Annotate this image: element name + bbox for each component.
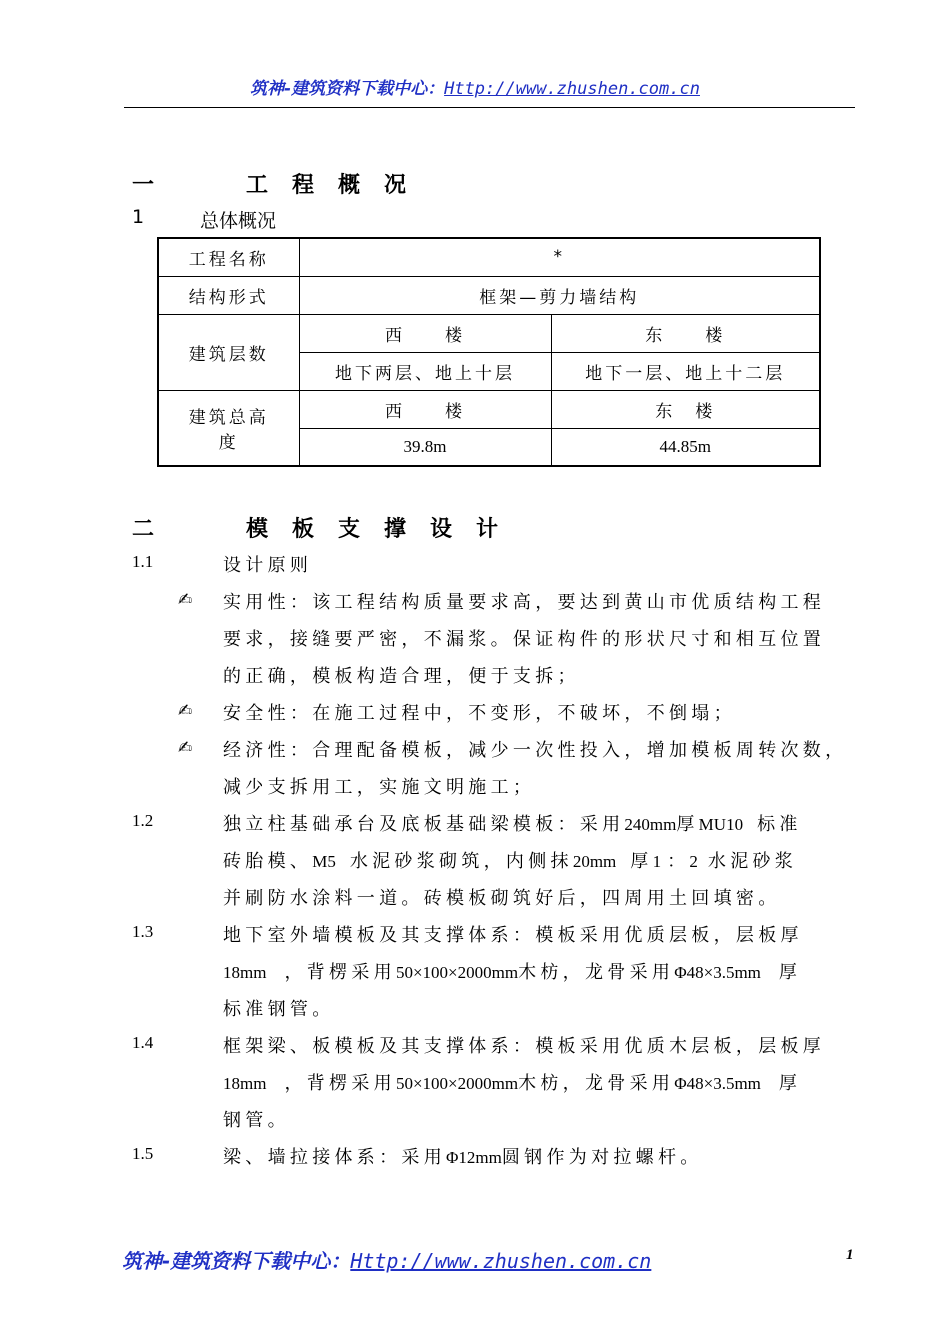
bullet-line: 安全性：在施工过程中，不变形，不破坏，不倒塌； [223, 703, 736, 724]
item-line: 18mm ，背楞采用50×100×2000mm木枋，龙骨采用Φ48×3.5mm 厚 [223, 1073, 802, 1094]
floors-label: 建筑层数 [158, 314, 299, 390]
section-number: 一 [132, 173, 155, 198]
item-line: 18mm ，背楞采用50×100×2000mm木枋，龙骨采用Φ48×3.5mm 厚 [223, 962, 802, 983]
writing-hand-icon: ✍ [178, 738, 193, 758]
header-url-link[interactable]: Http://www.zhushen.com.cn [444, 79, 700, 99]
table-row [158, 238, 820, 276]
page-footer [122, 1245, 651, 1274]
item-line: 标准钢管。 [223, 999, 335, 1020]
west-height-value: 39.8m [299, 428, 551, 466]
structure-type-label: 结构形式 [158, 276, 299, 314]
header-site-name: 筑神-建筑资料下载中心： [250, 79, 445, 99]
item-line: 框架梁、板模板及其支撑体系：模板采用优质木层板，层板厚 [223, 1036, 826, 1057]
item-line: 并刷防水涂料一道。砖模板砌筑好后，四周用土回填密。 [223, 888, 781, 909]
table-row [158, 276, 820, 314]
footer-site-name: 筑神-建筑资料下载中心： [122, 1249, 351, 1273]
bullet-line: 实用性：该工程结构质量要求高，要达到黄山市优质结构工程 [223, 592, 826, 613]
writing-hand-icon: ✍ [178, 701, 193, 721]
project-name-value: * [299, 238, 820, 276]
page-header [0, 74, 950, 99]
east-height-value: 44.85m [551, 428, 820, 466]
item-text: 设计原则 [223, 555, 313, 576]
bullet-line: 减少支拆用工，实施文明施工； [223, 777, 536, 798]
item-line: 梁、墙拉接体系：采用Φ12mm圆钢作为对拉螺杆。 [223, 1147, 703, 1168]
header-divider [124, 107, 855, 108]
west-floors-value: 地下两层、地上十层 [299, 352, 551, 390]
bullet-line: 要求，接缝要严密，不漏浆。保证构件的形状尺寸和相互位置 [223, 629, 826, 650]
table-row [158, 314, 820, 352]
item-line: 钢管。 [223, 1110, 290, 1131]
section-title: 工程概况 [246, 173, 431, 198]
item-line: 独立柱基础承台及底板基础梁模板：采用240mm厚MU10 标准 [223, 814, 802, 835]
project-name-label: 工程名称 [158, 238, 299, 276]
east-floors-value: 地下一层、地上十二层 [551, 352, 820, 390]
height-label-line1: 建筑总高 [188, 407, 269, 428]
page-number: 1 [846, 1247, 854, 1263]
west-building-header: 西 楼 [299, 314, 551, 352]
height-label [158, 390, 299, 466]
item-line: 砖胎模、M5 水泥砂浆砌筑，内侧抹20mm 厚1 ：2 水泥砂浆 [223, 851, 798, 872]
writing-hand-icon: ✍ [178, 590, 193, 610]
west-building-header: 西 楼 [299, 390, 551, 428]
east-building-header: 东 楼 [551, 314, 820, 352]
subsection-number: 1 [132, 206, 145, 228]
section-number: 二 [132, 517, 155, 542]
item-line: 地下室外墙模板及其支撑体系：模板采用优质层板，层板厚 [223, 925, 803, 946]
height-label-line2: 度 [218, 432, 239, 453]
overview-table [157, 237, 821, 467]
bullet-line: 的正确，模板构造合理，便于支拆； [223, 666, 580, 687]
structure-type-value: 框架—剪力墙结构 [299, 276, 820, 314]
subsection-title: 总体概况 [200, 210, 277, 232]
footer-url-link[interactable]: Http://www.zhushen.com.cn [350, 1249, 652, 1273]
section-title: 模板支撑设计 [246, 517, 523, 542]
table-row [158, 390, 820, 428]
east-building-header: 东 楼 [551, 390, 820, 428]
bullet-line: 经济性：合理配备模板，减少一次性投入，增加模板周转次数， [223, 740, 848, 761]
